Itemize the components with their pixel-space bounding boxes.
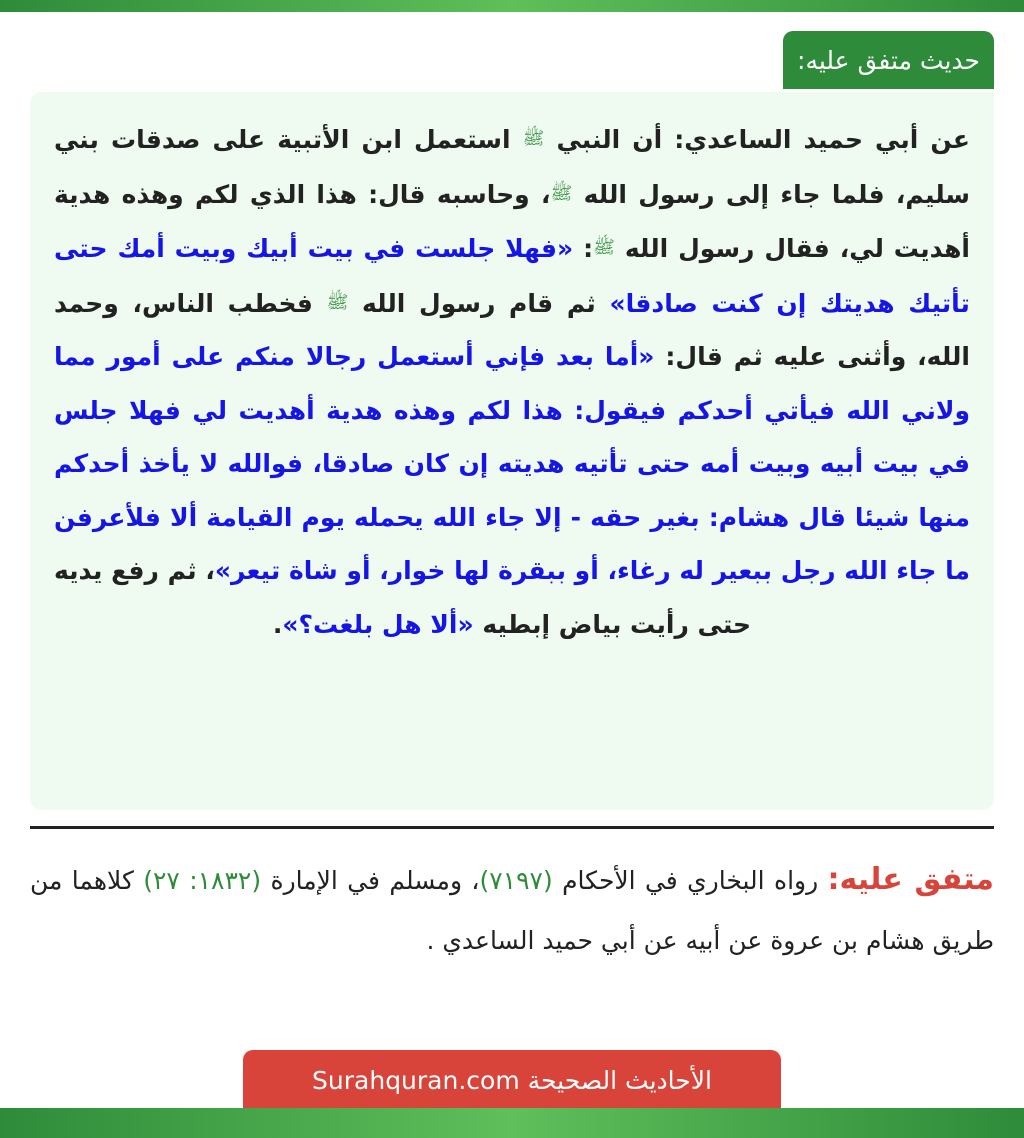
salawat-glyph: ﷺ (522, 128, 545, 149)
prophet-quote: «ألا هل بلغت؟» (282, 609, 474, 639)
hadith-reference (30, 850, 994, 971)
hadith-narration: : (583, 234, 594, 263)
prophet-quote: «أما بعد فإني أستعمل رجالا منكم على أمور مما ولاني الله فيأتي أحدكم فيقول: هذا لكم وهذه هدية أهديت لي فهلا جلس في بيت أبيه وبيت أمه حتى تأتيه هديته إن كان صادقا، فوالله لا يأخذ أحدكم منها شيئا قال هشام: بغير حقه - إلا جاء الله يحمله يوم القيامة ألا فلأعرفن ما جاء الله رجل ببعير له رغاء، أو ببقرة لها خوار، أو شاة تيعر» (54, 342, 970, 585)
hadith-narration: ، ثم رفع يديه حتى رأيت بياض إبطيه (54, 556, 752, 639)
reference-number: (١٨٣٢: ٢٧) (143, 866, 262, 895)
prophet-quote: «فهلا جلست في بيت أبيك وبيت أمك حتى تأتيك هديتك إن كنت صادقا» (54, 234, 970, 318)
reference-text: كلاهما من طريق هشام بن عروة عن أبيه عن أبي حميد الساعدي . (30, 866, 994, 955)
hadith-narration: فخطب الناس، وحمد الله، وأثنى عليه ثم قال: (54, 288, 970, 371)
bottom-decor-bar (0, 1108, 1024, 1138)
reference-text: رواه البخاري في الأحكام (562, 866, 819, 895)
site-brand-badge: الأحاديث الصحيحة Surahquran.com (243, 1050, 781, 1108)
hadith-narration: . (272, 609, 283, 639)
top-decor-bar (0, 0, 1024, 12)
section-divider (30, 826, 994, 829)
hadith-narration: عن أبي حميد الساعدي: أن النبي (556, 125, 970, 154)
hadith-type-label: حديث متفق عليه: (783, 31, 994, 89)
salawat-glyph: ﷺ (593, 237, 615, 258)
hadith-narration: ثم قام رسول الله (362, 288, 596, 318)
hadith-text-box (30, 92, 994, 810)
reference-term: متفق عليه: (827, 862, 995, 897)
hadith-narration: ، وحاسبه قال: هذا الذي لكم وهذه هدية أهديت لي، فقال رسول الله (54, 179, 970, 263)
reference-text: ، ومسلم في الإمارة (270, 866, 480, 895)
salawat-glyph: ﷺ (550, 182, 573, 204)
reference-number: (٧١٩٧) (479, 866, 553, 895)
hadith-narration: استعمل ابن الأتبية على صدقات بني سليم، فلما جاء إلى رسول الله (54, 125, 970, 209)
salawat-glyph: ﷺ (326, 291, 349, 313)
